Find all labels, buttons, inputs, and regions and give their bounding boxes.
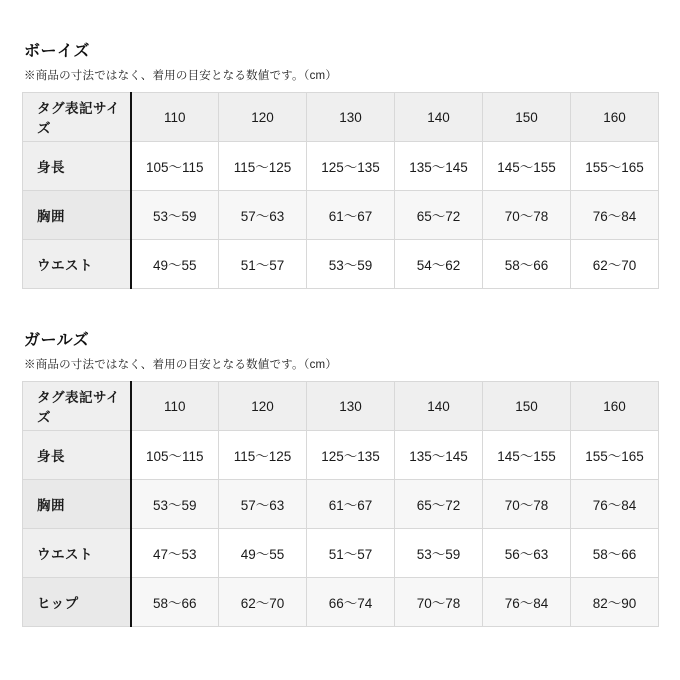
row-label-waist: ウエスト [23, 240, 131, 289]
table-body-girls [23, 431, 659, 627]
column-header-150: 150 [483, 382, 571, 431]
cell-waist-160: 58〜66 [571, 529, 659, 578]
size-table-boys [22, 92, 659, 289]
table-row [23, 480, 659, 529]
section-title-boys: ボーイズ [24, 43, 90, 60]
cell-waist-130: 51〜57 [307, 529, 395, 578]
column-header-140: 140 [395, 382, 483, 431]
size-section-boys [22, 38, 658, 289]
cell-height-110: 105〜115 [131, 142, 219, 191]
row-label-height: 身長 [23, 431, 131, 480]
size-table-girls [22, 381, 659, 627]
cell-height-150: 145〜155 [483, 431, 571, 480]
cell-chest-140: 65〜72 [395, 480, 483, 529]
table-row [23, 191, 659, 240]
cell-height-120: 115〜125 [219, 431, 307, 480]
cell-chest-140: 65〜72 [395, 191, 483, 240]
column-header-150: 150 [483, 93, 571, 142]
cell-height-120: 115〜125 [219, 142, 307, 191]
cell-chest-130: 61〜67 [307, 480, 395, 529]
row-label-hip: ヒップ [23, 578, 131, 627]
column-header-160: 160 [571, 93, 659, 142]
cell-hip-160: 82〜90 [571, 578, 659, 627]
cell-height-130: 125〜135 [307, 142, 395, 191]
cell-waist-150: 58〜66 [483, 240, 571, 289]
cell-chest-150: 70〜78 [483, 191, 571, 240]
column-header-110: 110 [131, 382, 219, 431]
table-row [23, 240, 659, 289]
table-row [23, 142, 659, 191]
section-note-boys: ※商品の寸法ではなく、着用の目安となる数値です。（cm） [24, 70, 338, 82]
section-title-girls: ガールズ [24, 332, 90, 349]
cell-hip-150: 76〜84 [483, 578, 571, 627]
cell-height-140: 135〜145 [395, 431, 483, 480]
cell-height-110: 105〜115 [131, 431, 219, 480]
section-note-girls: ※商品の寸法ではなく、着用の目安となる数値です。（cm） [24, 359, 338, 371]
cell-waist-150: 56〜63 [483, 529, 571, 578]
column-header-160: 160 [571, 382, 659, 431]
cell-hip-110: 58〜66 [131, 578, 219, 627]
cell-waist-140: 53〜59 [395, 529, 483, 578]
table-row [23, 578, 659, 627]
column-header-140: 140 [395, 93, 483, 142]
column-header-110: 110 [131, 93, 219, 142]
cell-waist-160: 62〜70 [571, 240, 659, 289]
column-header-120: 120 [219, 382, 307, 431]
row-label-chest: 胸囲 [23, 191, 131, 240]
cell-hip-140: 70〜78 [395, 578, 483, 627]
cell-waist-110: 49〜55 [131, 240, 219, 289]
column-header-tag-size: タグ表記サイズ [23, 93, 131, 142]
cell-height-160: 155〜165 [571, 431, 659, 480]
table-header-row [23, 93, 659, 142]
cell-chest-160: 76〜84 [571, 191, 659, 240]
cell-chest-150: 70〜78 [483, 480, 571, 529]
cell-chest-110: 53〜59 [131, 191, 219, 240]
row-label-waist: ウエスト [23, 529, 131, 578]
cell-chest-130: 61〜67 [307, 191, 395, 240]
cell-hip-120: 62〜70 [219, 578, 307, 627]
table-header-girls [23, 382, 659, 431]
cell-height-140: 135〜145 [395, 142, 483, 191]
table-header-row [23, 382, 659, 431]
row-label-height: 身長 [23, 142, 131, 191]
table-row [23, 529, 659, 578]
cell-waist-120: 49〜55 [219, 529, 307, 578]
column-header-tag-size: タグ表記サイズ [23, 382, 131, 431]
row-label-chest: 胸囲 [23, 480, 131, 529]
cell-waist-130: 53〜59 [307, 240, 395, 289]
cell-height-160: 155〜165 [571, 142, 659, 191]
column-header-130: 130 [307, 382, 395, 431]
size-section-girls [22, 327, 658, 627]
cell-waist-140: 54〜62 [395, 240, 483, 289]
cell-waist-120: 51〜57 [219, 240, 307, 289]
cell-chest-120: 57〜63 [219, 480, 307, 529]
column-header-120: 120 [219, 93, 307, 142]
cell-chest-160: 76〜84 [571, 480, 659, 529]
cell-hip-130: 66〜74 [307, 578, 395, 627]
cell-height-130: 125〜135 [307, 431, 395, 480]
table-row [23, 431, 659, 480]
cell-chest-120: 57〜63 [219, 191, 307, 240]
cell-height-150: 145〜155 [483, 142, 571, 191]
cell-chest-110: 53〜59 [131, 480, 219, 529]
column-header-130: 130 [307, 93, 395, 142]
table-body-boys [23, 142, 659, 289]
cell-waist-110: 47〜53 [131, 529, 219, 578]
table-header-boys [23, 93, 659, 142]
